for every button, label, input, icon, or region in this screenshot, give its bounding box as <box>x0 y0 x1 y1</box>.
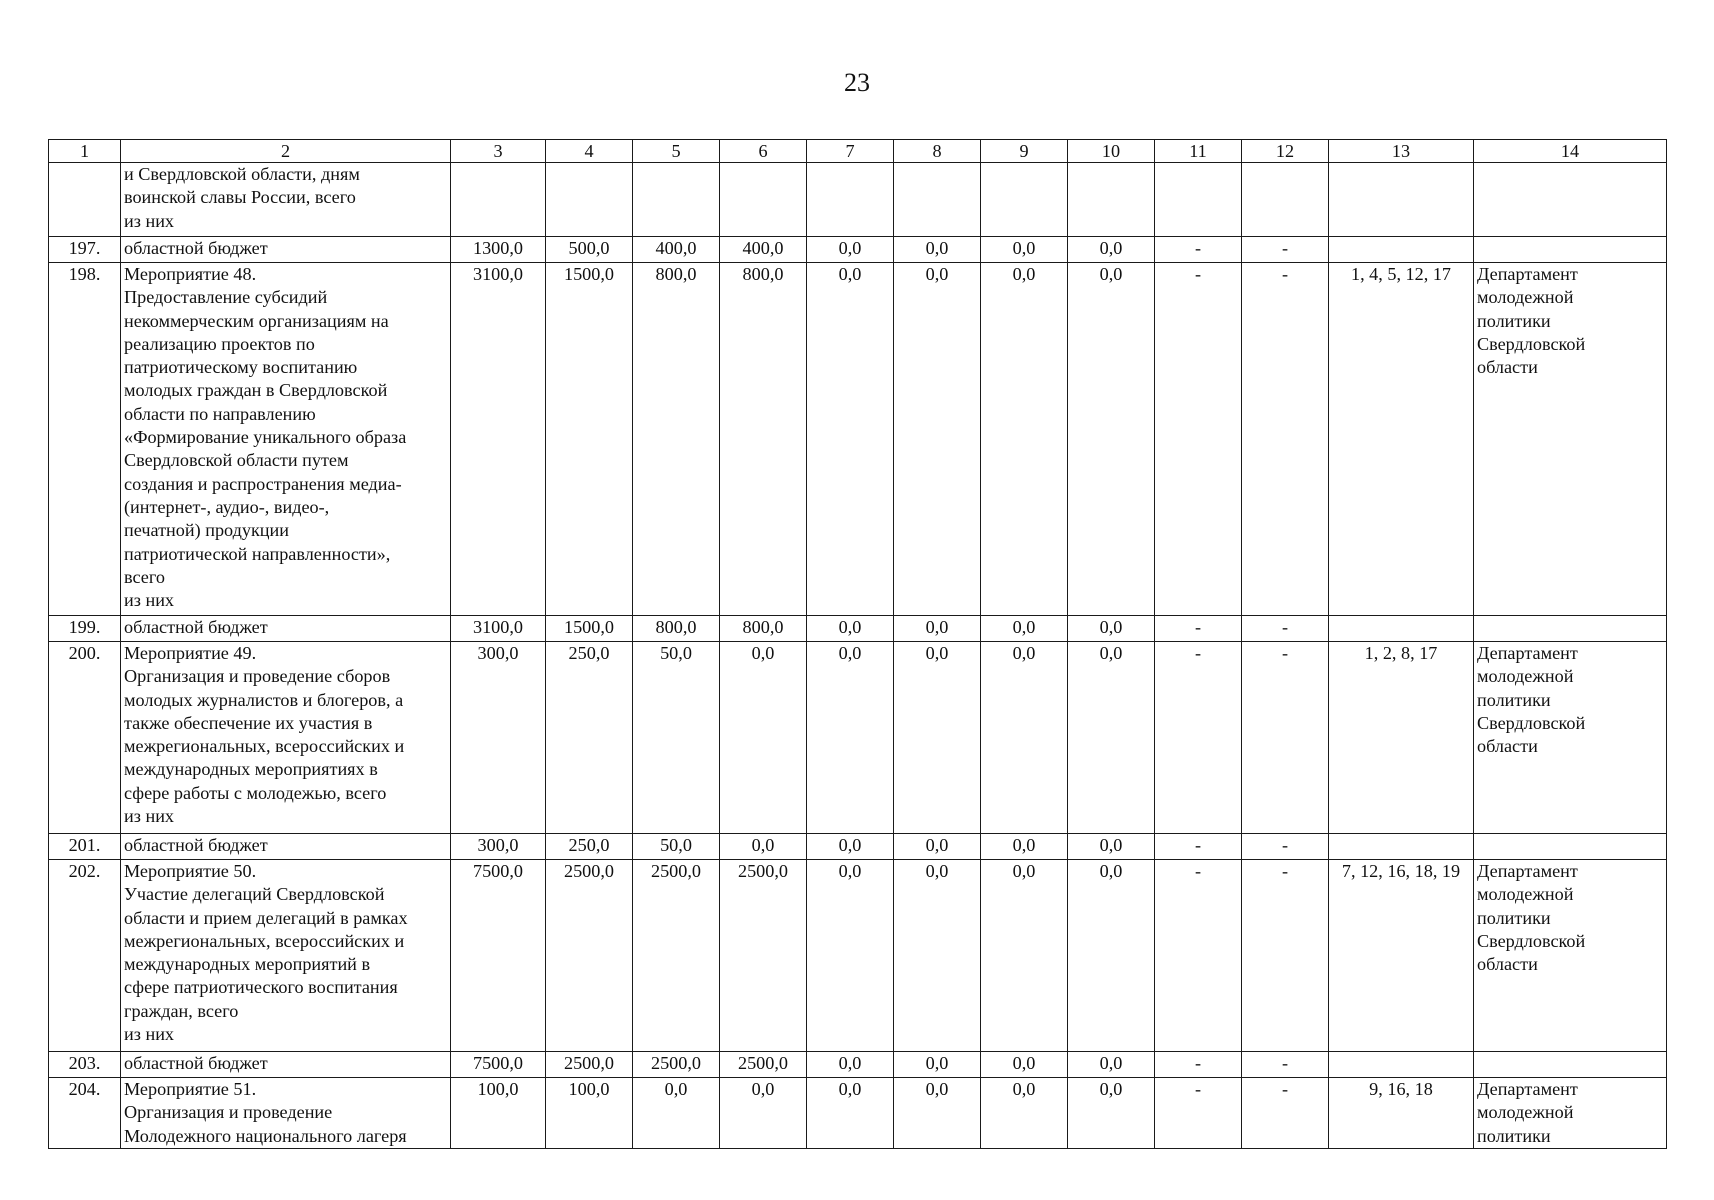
value-cell: 100,0 <box>451 1078 546 1149</box>
responsible-cell-line: молодежной <box>1477 884 1574 905</box>
value-cell: 800,0 <box>720 616 807 642</box>
responsible-cell <box>1474 163 1667 237</box>
description-cell-line: Мероприятие 50. <box>124 861 257 881</box>
description-cell-line: сфере патриотического воспитания <box>124 977 398 998</box>
responsible-cell <box>1474 642 1667 834</box>
value-cell: 1500,0 <box>546 616 633 642</box>
description-cell-line: печатной) продукции <box>124 520 289 541</box>
row-number-cell: 204. <box>49 1078 121 1149</box>
value-cell: 0,0 <box>807 1052 894 1078</box>
value-cell: 50,0 <box>633 642 720 834</box>
responsible-cell-line: Свердловской <box>1477 712 1586 733</box>
value-cell: 2500,0 <box>720 860 807 1052</box>
responsible-cell-line: молодежной <box>1477 287 1574 308</box>
value-cell: 2500,0 <box>633 860 720 1052</box>
value-cell <box>1242 163 1329 237</box>
value-cell: 0,0 <box>633 1078 720 1149</box>
targets-cell <box>1329 163 1474 237</box>
value-cell: 0,0 <box>720 1078 807 1149</box>
value-cell: 3100,0 <box>451 616 546 642</box>
responsible-cell-line: Департамент <box>1477 861 1578 881</box>
value-cell: 250,0 <box>546 834 633 860</box>
description-cell-line: и Свердловской области, дням <box>124 164 360 184</box>
row-number-cell: 203. <box>49 1052 121 1078</box>
value-cell <box>1068 163 1155 237</box>
targets-cell: 1, 2, 8, 17 <box>1329 642 1474 834</box>
description-cell-line: областной бюджет <box>124 835 268 855</box>
value-cell: 0,0 <box>720 834 807 860</box>
responsible-cell <box>1474 263 1667 616</box>
value-cell <box>720 163 807 237</box>
description-cell-line: областной бюджет <box>124 1053 268 1073</box>
value-cell: 0,0 <box>807 834 894 860</box>
value-cell <box>451 163 546 237</box>
description-cell-line: всего <box>124 566 165 587</box>
description-cell-line: воинской славы России, всего <box>124 187 356 208</box>
description-cell <box>121 263 451 616</box>
value-cell: 0,0 <box>894 642 981 834</box>
value-cell: 0,0 <box>807 616 894 642</box>
responsible-cell-line: области <box>1477 736 1538 757</box>
responsible-cell-line: молодежной <box>1477 666 1574 687</box>
value-cell: 0,0 <box>894 263 981 616</box>
description-cell-line: сфере работы с молодежью, всего <box>124 782 387 803</box>
targets-cell <box>1329 237 1474 263</box>
description-cell-line: области по направлению <box>124 403 316 424</box>
value-cell: 0,0 <box>981 1078 1068 1149</box>
value-cell: 0,0 <box>1068 642 1155 834</box>
targets-cell: 1, 4, 5, 12, 17 <box>1329 263 1474 616</box>
table-row <box>49 163 1667 237</box>
value-cell: 0,0 <box>1068 237 1155 263</box>
value-cell: 800,0 <box>633 616 720 642</box>
value-cell: 2500,0 <box>633 1052 720 1078</box>
description-cell-line: областной бюджет <box>124 617 268 637</box>
value-cell: 0,0 <box>807 1078 894 1149</box>
column-header: 3 <box>451 140 546 163</box>
description-cell <box>121 163 451 237</box>
responsible-cell <box>1474 1052 1667 1078</box>
value-cell <box>807 163 894 237</box>
table-row <box>49 616 1667 642</box>
value-cell <box>981 163 1068 237</box>
description-cell-line: из них <box>124 210 175 231</box>
description-cell-line: реализацию проектов по <box>124 333 315 354</box>
column-header: 12 <box>1242 140 1329 163</box>
column-header: 2 <box>121 140 451 163</box>
responsible-cell-line: политики <box>1477 907 1551 928</box>
column-header: 6 <box>720 140 807 163</box>
value-cell: - <box>1155 642 1242 834</box>
value-cell: 0,0 <box>807 860 894 1052</box>
value-cell: 0,0 <box>981 642 1068 834</box>
targets-cell <box>1329 834 1474 860</box>
description-cell-line: (интернет-, аудио-, видео-, <box>124 496 330 517</box>
responsible-cell <box>1474 1078 1667 1149</box>
value-cell: - <box>1155 237 1242 263</box>
value-cell: 0,0 <box>981 263 1068 616</box>
value-cell: 0,0 <box>1068 834 1155 860</box>
value-cell <box>1155 163 1242 237</box>
description-cell <box>121 237 451 263</box>
value-cell: 800,0 <box>633 263 720 616</box>
description-cell-line: из них <box>124 1024 175 1045</box>
table-row <box>49 642 1667 834</box>
value-cell: - <box>1242 1078 1329 1149</box>
value-cell: 0,0 <box>894 860 981 1052</box>
responsible-cell-line: Департамент <box>1477 643 1578 663</box>
value-cell <box>894 163 981 237</box>
value-cell: 0,0 <box>807 263 894 616</box>
description-cell-line: молодых журналистов и блогеров, а <box>124 689 404 710</box>
value-cell: - <box>1242 642 1329 834</box>
responsible-cell-line: Свердловской <box>1477 930 1586 951</box>
responsible-cell-line: области <box>1477 357 1538 378</box>
column-header: 9 <box>981 140 1068 163</box>
description-cell-line: межрегиональных, всероссийских и <box>124 930 405 951</box>
column-header-row <box>49 140 1667 163</box>
description-cell-line: из них <box>124 806 175 827</box>
description-cell <box>121 834 451 860</box>
value-cell: 50,0 <box>633 834 720 860</box>
value-cell: 0,0 <box>981 1052 1068 1078</box>
responsible-cell <box>1474 616 1667 642</box>
value-cell: 250,0 <box>546 642 633 834</box>
description-cell-line: «Формирование уникального образа <box>124 427 407 448</box>
value-cell: 0,0 <box>1068 860 1155 1052</box>
value-cell: 0,0 <box>981 237 1068 263</box>
description-cell-line: международных мероприятиях в <box>124 759 378 780</box>
row-number-cell: 198. <box>49 263 121 616</box>
column-header: 4 <box>546 140 633 163</box>
value-cell: 7500,0 <box>451 860 546 1052</box>
responsible-cell-line: политики <box>1477 310 1551 331</box>
description-cell <box>121 1078 451 1149</box>
value-cell: 100,0 <box>546 1078 633 1149</box>
value-cell: - <box>1155 263 1242 616</box>
value-cell: 0,0 <box>894 616 981 642</box>
description-cell-line: Свердловской области путем <box>124 450 349 471</box>
description-cell-line: также обеспечение их участия в <box>124 712 373 733</box>
description-cell-line: Мероприятие 49. <box>124 643 257 663</box>
responsible-cell-line: Департамент <box>1477 1079 1578 1099</box>
description-cell-line: международных мероприятий в <box>124 954 371 975</box>
value-cell: 0,0 <box>894 834 981 860</box>
value-cell: - <box>1155 616 1242 642</box>
responsible-cell-line: области <box>1477 954 1538 975</box>
value-cell: - <box>1155 860 1242 1052</box>
value-cell: 0,0 <box>981 834 1068 860</box>
table-row <box>49 860 1667 1052</box>
table-row <box>49 237 1667 263</box>
description-cell-line: Мероприятие 51. <box>124 1079 257 1099</box>
value-cell: 0,0 <box>807 237 894 263</box>
value-cell: 800,0 <box>720 263 807 616</box>
value-cell: 400,0 <box>720 237 807 263</box>
description-cell <box>121 1052 451 1078</box>
responsible-cell-line: Свердловской <box>1477 333 1586 354</box>
description-cell-line: из них <box>124 590 175 611</box>
description-cell-line: граждан, всего <box>124 1000 239 1021</box>
table-row <box>49 1052 1667 1078</box>
table-row <box>49 1078 1667 1149</box>
value-cell: - <box>1155 1052 1242 1078</box>
row-number-cell: 201. <box>49 834 121 860</box>
value-cell: 0,0 <box>981 616 1068 642</box>
description-cell-line: некоммерческим организациям на <box>124 310 389 331</box>
responsible-cell-line: Департамент <box>1477 264 1578 284</box>
value-cell: - <box>1242 263 1329 616</box>
value-cell: 0,0 <box>807 642 894 834</box>
value-cell <box>633 163 720 237</box>
column-header: 1 <box>49 140 121 163</box>
description-cell-line: создания и распространения медиа- <box>124 473 402 494</box>
row-number-cell: 199. <box>49 616 121 642</box>
value-cell: 0,0 <box>1068 1078 1155 1149</box>
description-cell-line: области и прием делегаций в рамках <box>124 907 408 928</box>
value-cell: 300,0 <box>451 834 546 860</box>
description-cell-line: Мероприятие 48. <box>124 264 257 284</box>
responsible-cell-line: молодежной <box>1477 1102 1574 1123</box>
description-cell <box>121 860 451 1052</box>
description-cell-line: патриотической направленности», <box>124 543 391 564</box>
value-cell: 0,0 <box>1068 616 1155 642</box>
value-cell: - <box>1242 834 1329 860</box>
description-cell-line: Организация и проведение <box>124 1102 333 1123</box>
value-cell: 0,0 <box>1068 1052 1155 1078</box>
value-cell: 0,0 <box>894 237 981 263</box>
value-cell: 1500,0 <box>546 263 633 616</box>
row-number-cell <box>49 163 121 237</box>
description-cell-line: областной бюджет <box>124 238 268 258</box>
column-header: 7 <box>807 140 894 163</box>
table-row <box>49 834 1667 860</box>
value-cell: - <box>1155 1078 1242 1149</box>
column-header: 11 <box>1155 140 1242 163</box>
targets-cell: 9, 16, 18 <box>1329 1078 1474 1149</box>
targets-cell: 7, 12, 16, 18, 19 <box>1329 860 1474 1052</box>
value-cell: - <box>1242 1052 1329 1078</box>
value-cell: 0,0 <box>1068 263 1155 616</box>
value-cell <box>546 163 633 237</box>
table-row <box>49 263 1667 616</box>
value-cell: 0,0 <box>720 642 807 834</box>
value-cell: 7500,0 <box>451 1052 546 1078</box>
page-number: 23 <box>844 68 870 97</box>
value-cell: 2500,0 <box>546 860 633 1052</box>
targets-cell <box>1329 616 1474 642</box>
description-cell-line: Участие делегаций Свердловской <box>124 884 385 905</box>
value-cell: 0,0 <box>894 1052 981 1078</box>
value-cell: - <box>1155 834 1242 860</box>
row-number-cell: 202. <box>49 860 121 1052</box>
description-cell-line: молодых граждан в Свердловской <box>124 380 388 401</box>
value-cell: 0,0 <box>981 860 1068 1052</box>
value-cell: 2500,0 <box>546 1052 633 1078</box>
value-cell: 1300,0 <box>451 237 546 263</box>
responsible-cell-line: политики <box>1477 1125 1551 1146</box>
column-header: 10 <box>1068 140 1155 163</box>
value-cell: - <box>1242 860 1329 1052</box>
column-header: 5 <box>633 140 720 163</box>
column-header: 14 <box>1474 140 1667 163</box>
description-cell <box>121 642 451 834</box>
value-cell: 300,0 <box>451 642 546 834</box>
responsible-cell <box>1474 237 1667 263</box>
column-header: 8 <box>894 140 981 163</box>
responsible-cell <box>1474 860 1667 1052</box>
responsible-cell <box>1474 834 1667 860</box>
responsible-cell-line: политики <box>1477 689 1551 710</box>
value-cell: 3100,0 <box>451 263 546 616</box>
value-cell: 400,0 <box>633 237 720 263</box>
description-cell <box>121 616 451 642</box>
description-cell-line: Организация и проведение сборов <box>124 666 391 687</box>
value-cell: 0,0 <box>894 1078 981 1149</box>
program-table <box>48 139 1667 1149</box>
row-number-cell: 197. <box>49 237 121 263</box>
column-header: 13 <box>1329 140 1474 163</box>
value-cell: 500,0 <box>546 237 633 263</box>
value-cell: 2500,0 <box>720 1052 807 1078</box>
description-cell-line: патриотическому воспитанию <box>124 357 358 378</box>
value-cell: - <box>1242 616 1329 642</box>
row-number-cell: 200. <box>49 642 121 834</box>
targets-cell <box>1329 1052 1474 1078</box>
description-cell-line: межрегиональных, всероссийских и <box>124 736 405 757</box>
value-cell: - <box>1242 237 1329 263</box>
description-cell-line: Предоставление субсидий <box>124 287 328 308</box>
description-cell-line: Молодежного национального лагеря <box>124 1125 407 1146</box>
